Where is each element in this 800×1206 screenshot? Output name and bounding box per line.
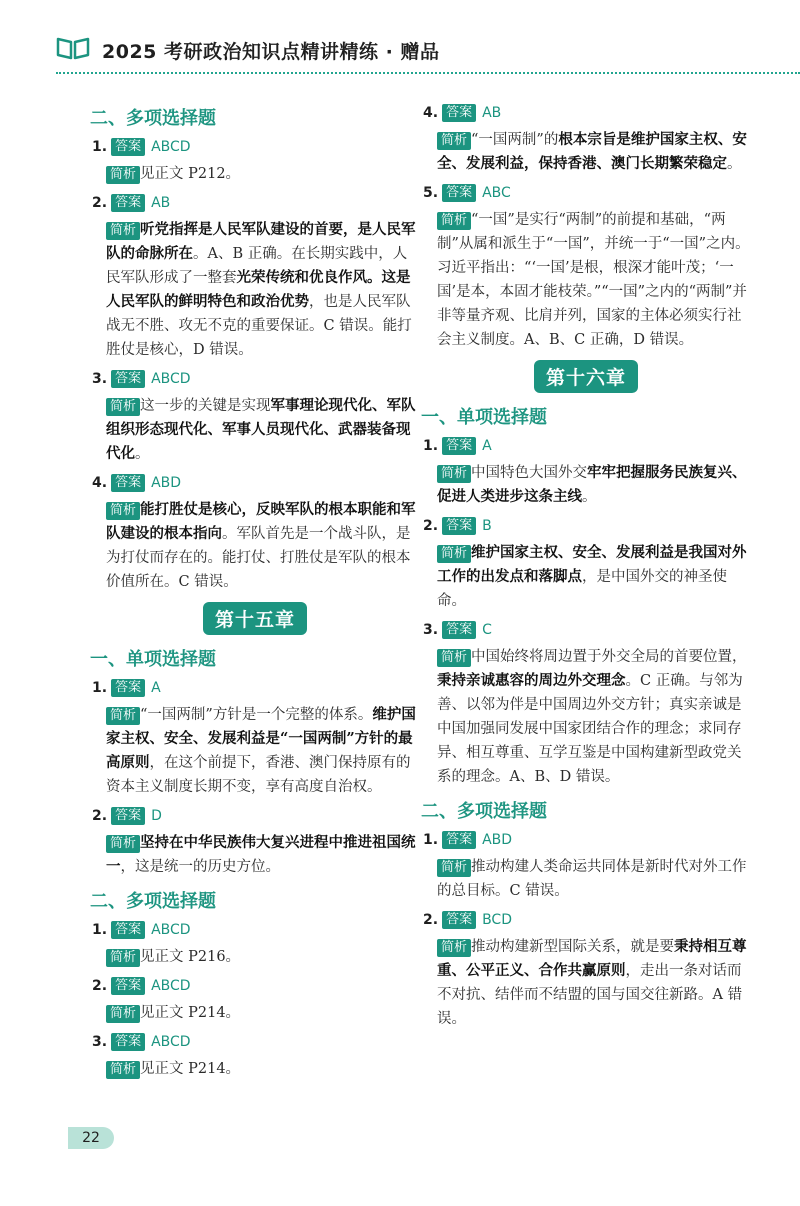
answer-value: BCD <box>482 912 512 928</box>
analysis-bold: 维护国家主权、安全、发展利益是“一国两制”方针的最高原则 <box>106 706 416 771</box>
analysis-text <box>106 1057 420 1081</box>
question-number: 2. <box>423 912 439 928</box>
answer-value: ABD <box>151 475 182 491</box>
answer-badge: 答案 <box>442 104 476 122</box>
question-number: 4. <box>423 105 439 121</box>
analysis-text <box>106 162 420 186</box>
analysis-bold: 牢牢把握服务民族复兴、促进人类进步这条主线 <box>437 464 747 505</box>
section-heading: 二、多项选择题 <box>90 108 216 129</box>
right-column <box>421 100 751 1039</box>
answer-value: B <box>482 518 492 534</box>
answer-badge: 答案 <box>111 679 145 697</box>
analysis-badge: 简析 <box>106 1005 140 1023</box>
answer-value: ABD <box>482 832 513 848</box>
section-heading: 一、单项选择题 <box>90 649 216 670</box>
answer-value: D <box>151 808 162 824</box>
question-item <box>92 679 420 697</box>
analysis-badge: 简析 <box>106 835 140 853</box>
question-item <box>92 1033 420 1051</box>
section-heading: 一、单项选择题 <box>421 407 547 428</box>
analysis-body: 见正文 P212。 <box>140 166 241 182</box>
question-item <box>423 437 751 455</box>
answer-value: A <box>482 438 492 454</box>
analysis-body: ，在这个前提下，香港、澳门保持原有的资本主义制度长期不变，享有高度自治权。 <box>106 755 411 795</box>
analysis-body: 见正文 P214。 <box>140 1005 241 1021</box>
analysis-bold: 听党指挥是人民军队建设的首要，是人民军队的命脉所在 <box>106 221 416 262</box>
answer-badge: 答案 <box>442 621 476 639</box>
header-title: 2025 考研政治知识点精讲精练 · 赠品 <box>102 41 440 63</box>
analysis-body: 。C 正确。与邻为善、以邻为伴是中国周边外交方针；真实亲诚是中国加强同发展中国家团结合作的理念；求同存异、相互尊重、互学互鉴是中国构建新型政党关系的理念。A、B、D 错误。 <box>437 673 743 785</box>
analysis-text <box>437 128 751 176</box>
analysis-body: 推动构建新型国际关系，就是要 <box>471 939 675 955</box>
answer-value: ABCD <box>151 922 191 938</box>
analysis-body: ，这是统一的历史方位。 <box>120 859 280 875</box>
question-item <box>423 184 751 202</box>
analysis-bold: 坚持在中华民族伟大复兴进程中推进祖国统一 <box>106 834 416 875</box>
analysis-text <box>106 394 420 466</box>
answer-badge: 答案 <box>442 517 476 535</box>
section-heading: 二、多项选择题 <box>421 801 547 822</box>
analysis-body: 推动构建人类命运共同体是新时代对外工作的总目标。C 错误。 <box>437 859 747 899</box>
analysis-badge: 简析 <box>437 545 471 563</box>
question-number: 3. <box>423 622 439 638</box>
section-heading: 二、多项选择题 <box>90 891 216 912</box>
question-item <box>92 921 420 939</box>
question-item <box>423 621 751 639</box>
analysis-bold: 秉持亲诚惠容的周边外交理念 <box>437 672 626 689</box>
question-number: 2. <box>92 195 108 211</box>
analysis-body: “一国两制”的 <box>471 132 559 148</box>
answer-badge: 答案 <box>442 831 476 849</box>
analysis-badge: 简析 <box>437 649 471 667</box>
chapter-banner <box>421 360 751 393</box>
analysis-body: 这一步的关键是实现 <box>140 398 271 414</box>
question-number: 1. <box>92 922 108 938</box>
answer-badge: 答案 <box>111 474 145 492</box>
analysis-body: ，走出一条对话而不对抗、结伴而不结盟的国与国交往新路。A 错误。 <box>437 963 743 1027</box>
analysis-body: 见正文 P214。 <box>140 1061 241 1077</box>
answer-badge: 答案 <box>442 184 476 202</box>
answer-badge: 答案 <box>111 138 145 156</box>
analysis-text <box>437 208 751 352</box>
answer-value: C <box>482 622 492 638</box>
question-number: 4. <box>92 475 108 491</box>
answer-value: ABCD <box>151 371 191 387</box>
analysis-bold: 根本宗旨是维护国家主权、安全、发展利益，保持香港、澳门长期繁荣稳定 <box>437 131 747 172</box>
analysis-body: 见正文 P216。 <box>140 949 241 965</box>
analysis-text <box>437 645 751 789</box>
analysis-body: 。 <box>727 156 742 172</box>
question-item <box>92 370 420 388</box>
answer-value: A <box>151 680 161 696</box>
answer-value: ABCD <box>151 1034 191 1050</box>
question-number: 1. <box>92 680 108 696</box>
analysis-text <box>437 541 751 613</box>
answer-badge: 答案 <box>111 807 145 825</box>
analysis-badge: 简析 <box>106 398 140 416</box>
analysis-bold: 维护国家主权、安全、发展利益是我国对外工作的出发点和落脚点 <box>437 544 747 585</box>
analysis-badge: 简析 <box>106 707 140 725</box>
analysis-body: “一国”是实行“两制”的前提和基础，“两制”从属和派生于“一国”，并统一于“一国”之内。习近平指出：“‘一国’是根，根深才能叶茂；‘一国’是本，本固才能枝荣。”“一国”之内的“两制”并非等量齐观、比肩并列，国家的主体必须实行社会主义制度。A、B、C 正确，D 错误。 <box>437 212 750 348</box>
answer-badge: 答案 <box>111 194 145 212</box>
analysis-badge: 简析 <box>437 212 471 230</box>
page-header <box>0 0 800 74</box>
analysis-bold: 光荣传统和优良作风。这是人民军队的鲜明特色和政治优势 <box>106 269 411 310</box>
answer-value: AB <box>482 105 502 121</box>
analysis-body: 。 <box>135 446 150 462</box>
question-number: 1. <box>423 438 439 454</box>
analysis-body: 。 <box>582 489 597 505</box>
analysis-bold: 军事理论现代化、军队组织形态现代化、军事人员现代化、武器装备现代化 <box>106 397 416 462</box>
question-number: 2. <box>423 518 439 534</box>
question-number: 3. <box>92 371 108 387</box>
analysis-badge: 简析 <box>106 949 140 967</box>
analysis-body: “一国两制”方针是一个完整的体系。 <box>140 707 373 723</box>
analysis-badge: 简析 <box>106 502 140 520</box>
analysis-bold: 能打胜仗是核心，反映军队的根本职能和军队建设的根本指向 <box>106 501 416 542</box>
analysis-badge: 简析 <box>106 166 140 184</box>
question-item <box>92 807 420 825</box>
analysis-text <box>437 461 751 509</box>
analysis-text <box>437 935 751 1031</box>
header-divider <box>56 72 800 74</box>
question-number: 3. <box>92 1034 108 1050</box>
question-number: 1. <box>423 832 439 848</box>
answer-badge: 答案 <box>442 437 476 455</box>
answer-value: ABC <box>482 185 511 201</box>
question-number: 2. <box>92 978 108 994</box>
left-column <box>90 100 420 1089</box>
answer-badge: 答案 <box>111 921 145 939</box>
analysis-body: 中国始终将周边置于外交全局的首要位置， <box>471 649 747 665</box>
analysis-text <box>106 703 420 799</box>
analysis-badge: 简析 <box>106 222 140 240</box>
analysis-text <box>106 498 420 594</box>
analysis-badge: 简析 <box>437 465 471 483</box>
analysis-badge: 简析 <box>437 132 471 150</box>
answer-badge: 答案 <box>111 1033 145 1051</box>
answer-badge: 答案 <box>442 911 476 929</box>
answer-badge: 答案 <box>111 370 145 388</box>
answer-value: ABCD <box>151 978 191 994</box>
analysis-text <box>106 1001 420 1025</box>
answer-value: AB <box>151 195 171 211</box>
analysis-text <box>437 855 751 903</box>
analysis-badge: 简析 <box>106 1061 140 1079</box>
analysis-body: 。军队首先是一个战斗队，是为打仗而存在的。能打仗、打胜仗是军队的根本价值所在。C 错误。 <box>106 526 411 590</box>
question-item <box>423 104 751 122</box>
chapter-title: 第十六章 <box>534 360 638 393</box>
question-number: 2. <box>92 808 108 824</box>
analysis-bold: 秉持相互尊重、公平正义、合作共赢原则 <box>437 938 747 979</box>
analysis-body: ，也是人民军队战无不胜、攻无不克的重要保证。C 错误。能打胜仗是核心，D 错误。 <box>106 294 412 358</box>
chapter-banner <box>90 602 420 635</box>
question-item <box>92 977 420 995</box>
question-item <box>423 911 751 929</box>
question-item <box>92 474 420 492</box>
analysis-body: ，是中国外交的神圣使命。 <box>437 569 727 609</box>
answer-badge: 答案 <box>111 977 145 995</box>
analysis-text <box>106 218 420 362</box>
analysis-body: 。A、B 正确。在长期实践中，人民军队形成了一整套 <box>106 246 408 286</box>
question-item <box>92 194 420 212</box>
open-book-icon <box>56 36 90 60</box>
question-number: 1. <box>92 139 108 155</box>
analysis-text <box>106 831 420 879</box>
analysis-badge: 简析 <box>437 859 471 877</box>
analysis-text <box>106 945 420 969</box>
analysis-body: 中国特色大国外交 <box>471 465 588 481</box>
analysis-badge: 简析 <box>437 939 471 957</box>
question-item <box>423 517 751 535</box>
answer-value: ABCD <box>151 139 191 155</box>
question-number: 5. <box>423 185 439 201</box>
question-item <box>92 138 420 156</box>
chapter-title: 第十五章 <box>203 602 307 635</box>
question-item <box>423 831 751 849</box>
page-number: 22 <box>68 1127 114 1149</box>
